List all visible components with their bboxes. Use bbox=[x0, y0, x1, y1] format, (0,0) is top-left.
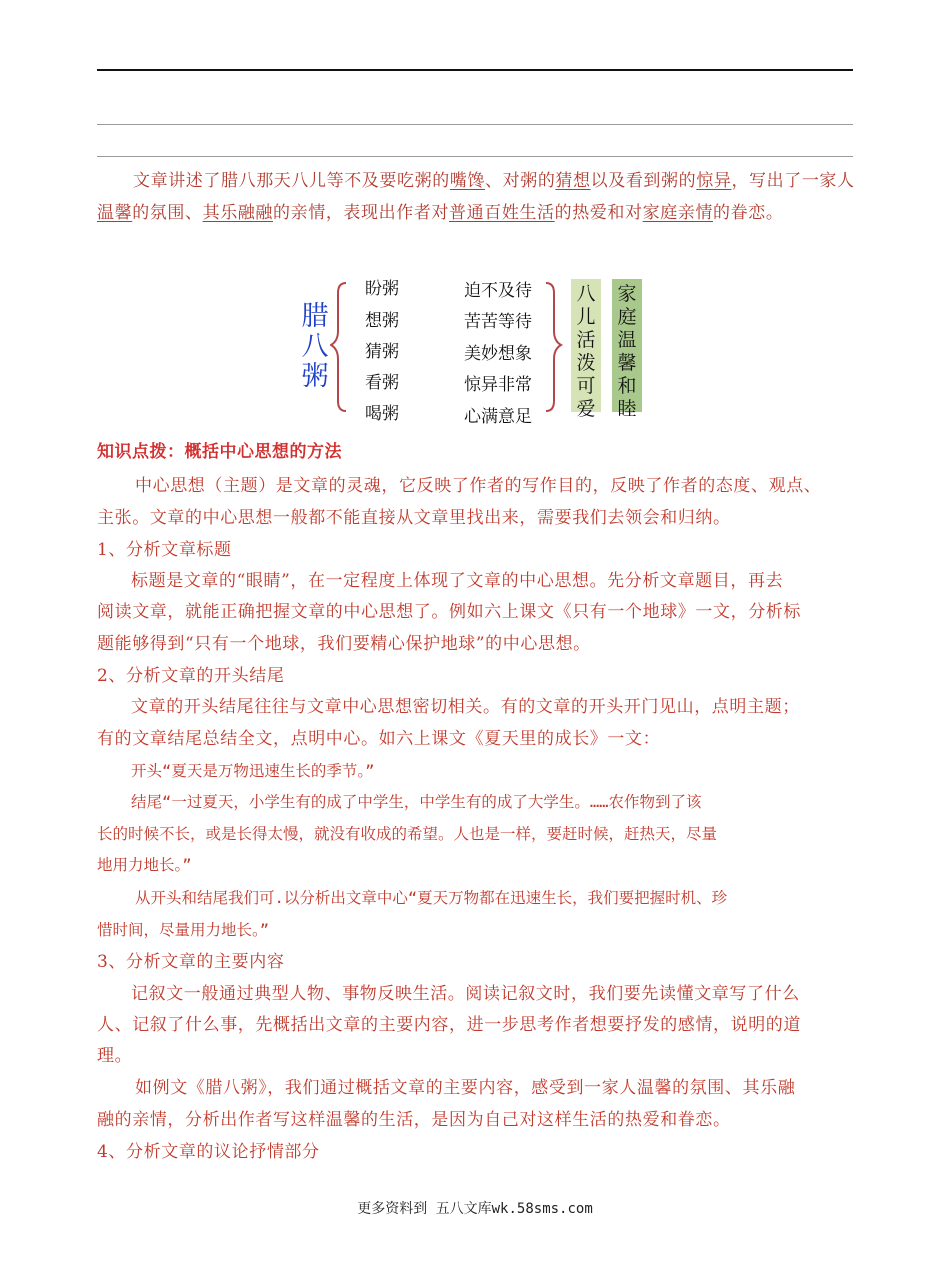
underlined-term: 惊异 bbox=[696, 171, 732, 191]
summary-box-child: 八儿活泼可爱 bbox=[571, 279, 601, 412]
example-line: 如例文《腊八粥》，我们通过概括文章的主要内容，感受到一家人温馨的氛围、其乐融 bbox=[135, 1078, 796, 1098]
diagram-right-item: 苦苦等待 bbox=[464, 312, 532, 332]
quote-opening: 开头“夏天是万物迅速生长的季节。” bbox=[131, 762, 375, 780]
section-heading: 知识点拨：概括中心思想的方法 bbox=[97, 442, 342, 462]
conclusion-line: 从开头和结尾我们可.以分析出文章中心“夏天万物都在迅速生长，我们要把握时机、珍 bbox=[135, 889, 728, 907]
summary-text: 文章讲述了腊八那天八儿等不及要吃粥的 bbox=[133, 171, 450, 191]
underlined-term: 温馨 bbox=[97, 203, 133, 223]
body-line: 标题是文章的“眼睛”，在一定程度上体现了文章的中心思想。先分析文章题目，再去 bbox=[131, 571, 784, 591]
diagram-right-item: 迫不及待 bbox=[464, 281, 532, 301]
quote-ending: 结尾“一过夏天，小学生有的成了中学生，中学生有的成了大学生。……农作物到了该 bbox=[131, 793, 702, 811]
blank-line-2 bbox=[97, 156, 853, 157]
body-line: 题能够得到“只有一个地球，我们要精心保护地球”的中心思想。 bbox=[97, 634, 591, 654]
subsection-title: 3、分析文章的主要内容 bbox=[97, 952, 285, 972]
summary-text: 的氛围、 bbox=[132, 203, 203, 223]
subsection-title: 4、分析文章的议论抒情部分 bbox=[97, 1142, 320, 1162]
quote-ending: 地用力地长。” bbox=[97, 856, 192, 874]
body-line: 理。 bbox=[97, 1046, 133, 1066]
summary-text: 的亲情，表现出作者对 bbox=[273, 203, 450, 223]
example-line: 融的亲情，分析出作者写这样温馨的生活，是因为自己对这样生活的热爱和眷恋。 bbox=[97, 1110, 731, 1130]
diagram-right-item: 美妙想象 bbox=[464, 344, 532, 364]
blank-line-1 bbox=[97, 124, 853, 125]
diagram-title: 腊八粥 bbox=[301, 301, 329, 392]
subsection-title: 1、分析文章标题 bbox=[97, 540, 232, 560]
right-brace bbox=[546, 283, 561, 411]
diagram-right-item: 心满意足 bbox=[464, 407, 532, 427]
summary-text: 以及看到粥的 bbox=[590, 171, 697, 191]
footer-link[interactable]: 更多资料到 五八文库wk.58sms.com bbox=[357, 1201, 593, 1217]
body-line: 有的文章结尾总结全文，点明中心。如六上课文《夏天里的成长》一文： bbox=[97, 729, 661, 749]
left-brace bbox=[331, 283, 346, 411]
summary-text: 的眷恋。 bbox=[713, 203, 784, 223]
body-line: 人、记叙了什么事，先概括出文章的主要内容，进一步思考作者想要抒发的感情，说明的道 bbox=[97, 1015, 801, 1035]
subsection-title: 2、分析文章的开头结尾 bbox=[97, 666, 285, 686]
body-line: 记叙文一般通过典型人物、事物反映生活。阅读记叙文时，我们要先读懂文章写了什么 bbox=[131, 984, 800, 1004]
conclusion-line: 惜时间，尽量用力地长。” bbox=[97, 921, 270, 939]
diagram-left-item: 盼粥 bbox=[365, 279, 399, 299]
summary-text: 的热爱和对 bbox=[554, 203, 643, 223]
diagram-left-item: 喝粥 bbox=[365, 404, 399, 424]
summary-text: 、对粥的 bbox=[485, 171, 556, 191]
diagram-left-item: 想粥 bbox=[365, 311, 399, 331]
summary-box-family: 家庭温馨和睦 bbox=[612, 279, 642, 412]
underlined-term: 其乐融融 bbox=[202, 203, 274, 223]
body-line: 文章的开头结尾往往与文章中心思想密切相关。有的文章的开头开门见山，点明主题； bbox=[131, 697, 800, 717]
underlined-term: 家庭亲情 bbox=[642, 203, 714, 223]
diagram-left-item: 猜粥 bbox=[365, 342, 399, 362]
underlined-term: 嘴馋 bbox=[449, 171, 486, 191]
underlined-term: 猜想 bbox=[555, 171, 591, 191]
header-rule bbox=[97, 69, 853, 71]
diagram-right-item: 惊异非常 bbox=[464, 375, 532, 395]
intro-line: 中心思想（主题）是文章的灵魂，它反映了作者的写作目的，反映了作者的态度、观点、 bbox=[135, 476, 822, 496]
body-line: 阅读文章，就能正确把握文章的中心思想了。例如六上课文《只有一个地球》一文，分析标 bbox=[97, 602, 801, 622]
underlined-term: 普通百姓生活 bbox=[449, 203, 555, 223]
diagram-left-item: 看粥 bbox=[365, 373, 399, 393]
summary-text: ，写出了一家人 bbox=[731, 171, 855, 191]
intro-line: 主张。文章的中心思想一般都不能直接从文章里找出来，需要我们去领会和归纳。 bbox=[97, 508, 731, 528]
summary-paragraph bbox=[97, 165, 857, 229]
quote-ending: 长的时候不长，或是长得太慢，就没有收成的希望。人也是一样，要赶时候，赶热天，尽量 bbox=[97, 825, 718, 843]
